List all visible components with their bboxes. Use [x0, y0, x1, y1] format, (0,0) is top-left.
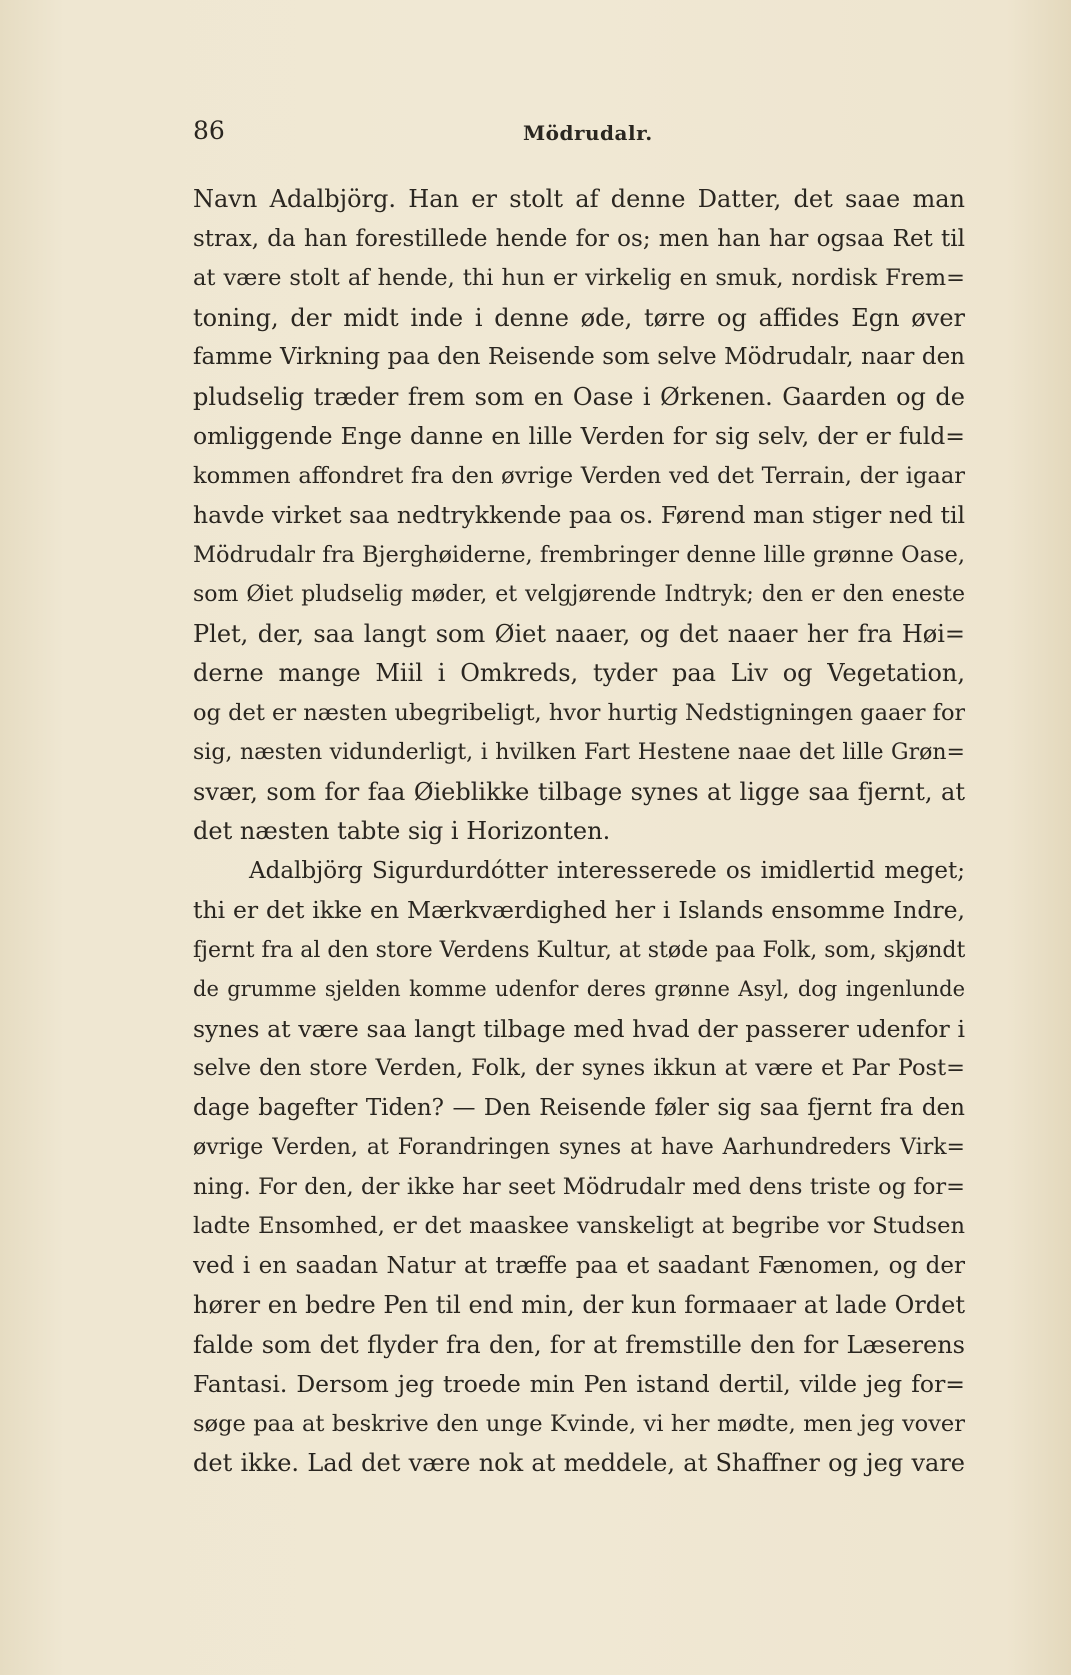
text-line: det næsten tabte sig i Horizonten.	[193, 817, 611, 845]
text-line: dage bagefter Tiden? — Den Reisende føler sig saa fjernt fra den	[193, 1094, 965, 1121]
text-line: selve den store Verden, Folk, der synes ikkun at være et Par Post=	[193, 1055, 965, 1081]
text-line: havde virket saa nedtrykkende paa os. Førend man stiger ned til	[193, 501, 965, 529]
page-number: 86	[193, 116, 225, 145]
paragraph-1	[193, 180, 965, 852]
text-line: ning. For den, der ikke har seet Mödrudalr med dens triste og for=	[193, 1173, 965, 1200]
text-line: famme Virkning paa den Reisende som selve Mödrudalr, naar den	[193, 344, 965, 370]
text-line: ladte Ensomhed, er det maaskee vanskeligt at begribe vor Studsen	[193, 1213, 965, 1239]
text-line: at være stolt af hende, thi hun er virkelig en smuk, nordisk Frem=	[193, 265, 965, 291]
text-line: det ikke. Lad det være nok at meddele, at Shaffner og jeg vare	[193, 1449, 965, 1477]
text-line: Mödrudalr fra Bjerghøiderne, frembringer denne lille grønne Oase,	[193, 541, 965, 568]
text-line: strax, da han forestillede hende for os; men han har ogsaa Ret til	[193, 225, 965, 252]
text-line: Fantasi. Dersom jeg troede min Pen istand dertil, vilde jeg for=	[193, 1370, 965, 1398]
text-line: svær, som for faa Øieblikke tilbage synes at ligge saa fjernt, at	[193, 777, 965, 806]
paragraph-2	[193, 852, 965, 1484]
text-line: søge paa at beskrive den unge Kvinde, vi her mødte, men jeg vover	[193, 1410, 965, 1437]
text-line: fjernt fra al den store Verdens Kultur, at støde paa Folk, som, skjøndt	[193, 937, 965, 963]
text-line: Plet, der, saa langt som Øiet naaer, og det naaer her fra Høi=	[193, 619, 965, 648]
page-header	[193, 116, 965, 156]
text-line: de grumme sjelden komme udenfor deres grønne Asyl, dog ingenlunde	[193, 977, 965, 1001]
text-line: kommen affondret fra den øvrige Verden ved det Terrain, der igaar	[193, 462, 965, 489]
text-line: omliggende Enge danne en lille Verden for sig selv, der er fuld=	[193, 422, 965, 450]
body-text	[193, 180, 965, 1500]
text-line: derne mange Miil i Omkreds, tyder paa Liv og Vegetation,	[193, 659, 965, 687]
text-line: øvrige Verden, at Forandringen synes at have Aarhundreders Virk=	[193, 1135, 965, 1160]
text-line: ved i en saadan Natur at træffe paa et saadant Fænomen, og der	[193, 1252, 965, 1279]
text-line: Navn Adalbjörg. Han er stolt af denne Datter, det saae man	[193, 185, 965, 213]
running-head: Mödrudalr.	[523, 121, 653, 145]
text-line: falde som det flyder fra den, for at fremstille den for Læserens	[193, 1330, 965, 1359]
text-line: toning, der midt inde i denne øde, tørre og affides Egn øver	[193, 303, 965, 332]
text-line: hører en bedre Pen til end min, der kun formaaer at lade Ordet	[193, 1291, 965, 1319]
text-line: som Øiet pludselig møder, et velgjørende Indtryk; den er den eneste	[193, 582, 965, 607]
text-line: og det er næsten ubegribeligt, hvor hurtig Nedstigningen gaaer for	[193, 699, 965, 726]
text-line: Adalbjörg Sigurdurdótter interesserede os imidlertid meget;	[249, 857, 965, 884]
text-line: sig, næsten vidunderligt, i hvilken Fart Hestene naae det lille Grøn=	[193, 740, 965, 765]
text-line: thi er det ikke en Mærkværdighed her i Islands ensomme Indre,	[193, 896, 965, 924]
text-line: pludselig træder frem som en Oase i Ørkenen. Gaarden og de	[193, 382, 965, 411]
text-line: synes at være saa langt tilbage med hvad der passerer udenfor i	[193, 1014, 965, 1043]
